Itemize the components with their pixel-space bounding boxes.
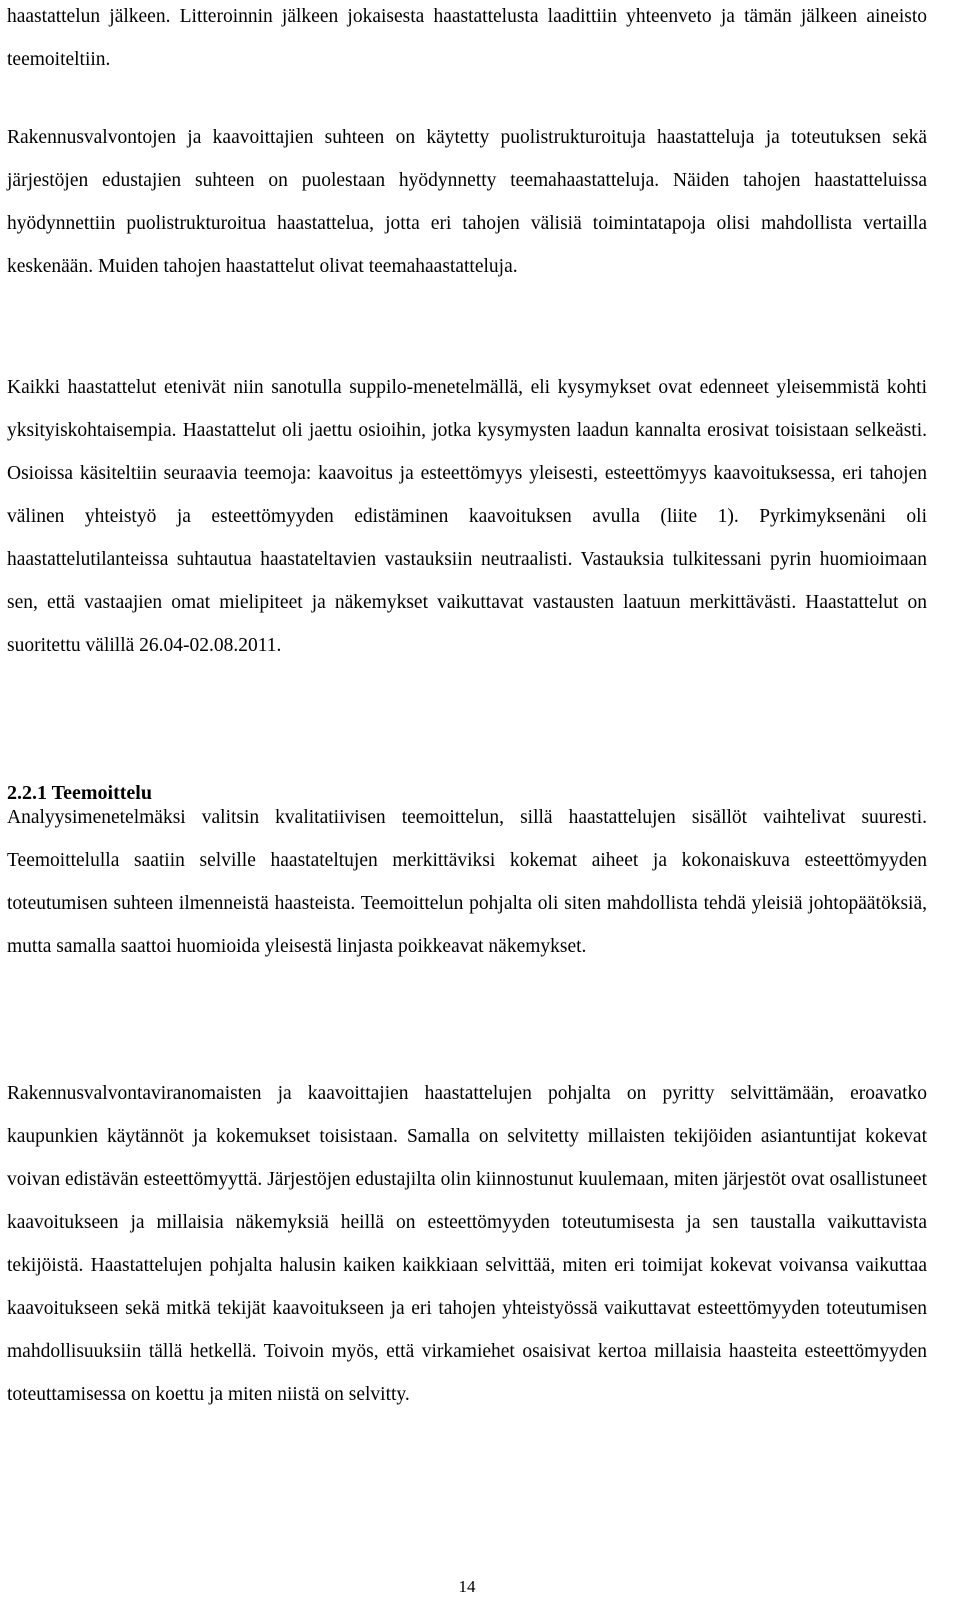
- section-paragraph: Rakennusvalvontaviranomaisten ja kaavoittajien haastattelujen pohjalta on pyritty selvittämään, eroavatko kaupunkien käytännöt ja kokemukset toisistaan. Samalla on selvitetty millaisten tekijöiden asiantuntijat kokevat voivan edistävän esteettömyyttä. Järjestöjen edustajilta olin kiinnostunut kuulemaan, miten järjestöt ovat osallistuneet kaavoitukseen ja millaisia näkemyksiä heillä on esteettömyyden toteutumisesta ja sen taustalla vaikuttavista tekijöistä. Haastattelujen pohjalta halusin kaiken kaikkiaan selvittää, miten eri toimijat kokevat voivansa vaikuttaa kaavoitukseen sekä mitkä tekijät kaavoitukseen ja eri tahojen yhteistyössä vaikuttavat esteettömyyden toteutumisen mahdollisuuksiin tällä hetkellä. Toivoin myös, että virkamiehet osaisivat kertoa millaisia haasteita esteettömyyden toteuttamisessa on koettu ja miten niistä on selvitty.: [7, 1083, 927, 1405]
- section-paragraph: Analyysimenetelmäksi valitsin kvalitatiivisen teemoittelun, sillä haastattelujen sisällöt vaihtelivat suuresti. Teemoittelulla saatiin selville haastateltujen merkittäviksi kokemat aiheet ja kokonaiskuva esteettömyyden toteutumisen suhteen ilmenneistä haasteista. Teemoittelun pohjalta oli siten mahdollista tehdä yleisiä johtopäätöksiä, mutta samalla saattoi huomioida yleisestä linjasta poikkeavat näkemykset.: [7, 807, 927, 957]
- page-number: 14: [458, 1577, 476, 1596]
- body-paragraph: Rakennusvalvontojen ja kaavoittajien suhteen on käytetty puolistrukturoituja haastatteluja ja toteutuksen sekä järjestöjen edustajien suhteen on puolestaan hyödynnetty teemahaastatteluja. Näiden tahojen haastatteluissa hyödynnettiin puolistrukturoitua haastattelua, jotta eri tahojen välisiä toimintatapoja olisi mahdollista vertailla keskenään. Muiden tahojen haastattelut olivat teemahaastatteluja.: [7, 127, 927, 277]
- section-heading: 2.2.1 Teemoittelu: [7, 782, 152, 804]
- body-paragraph: haastattelun jälkeen. Litteroinnin jälkeen jokaisesta haastattelusta laadittiin yhteenveto ja tämän jälkeen aineisto teemoiteltiin.: [7, 6, 927, 70]
- body-paragraph: Kaikki haastattelut etenivät niin sanotulla suppilo-menetelmällä, eli kysymykset ovat edenneet yleisemmistä kohti yksityiskohtaisempia. Haastattelut oli jaettu osioihin, jotka kysymysten laadun kannalta erosivat toisistaan selkeästi. Osioissa käsiteltiin seuraavia teemoja: kaavoitus ja esteettömyys yleisesti, esteettömyys kaavoituksessa, eri tahojen välinen yhteistyö ja esteettömyyden edistäminen kaavoituksen avulla (liite 1). Pyrkimyksenäni oli haastattelutilanteissa suhtautua haastateltavien vastauksiin neutraalisti. Vastauksia tulkitessani pyrin huomioimaan sen, että vastaajien omat mielipiteet ja näkemykset vaikuttavat vastausten laatuun merkittävästi. Haastattelut on suoritettu välillä 26.04-02.08.2011.: [7, 377, 927, 656]
